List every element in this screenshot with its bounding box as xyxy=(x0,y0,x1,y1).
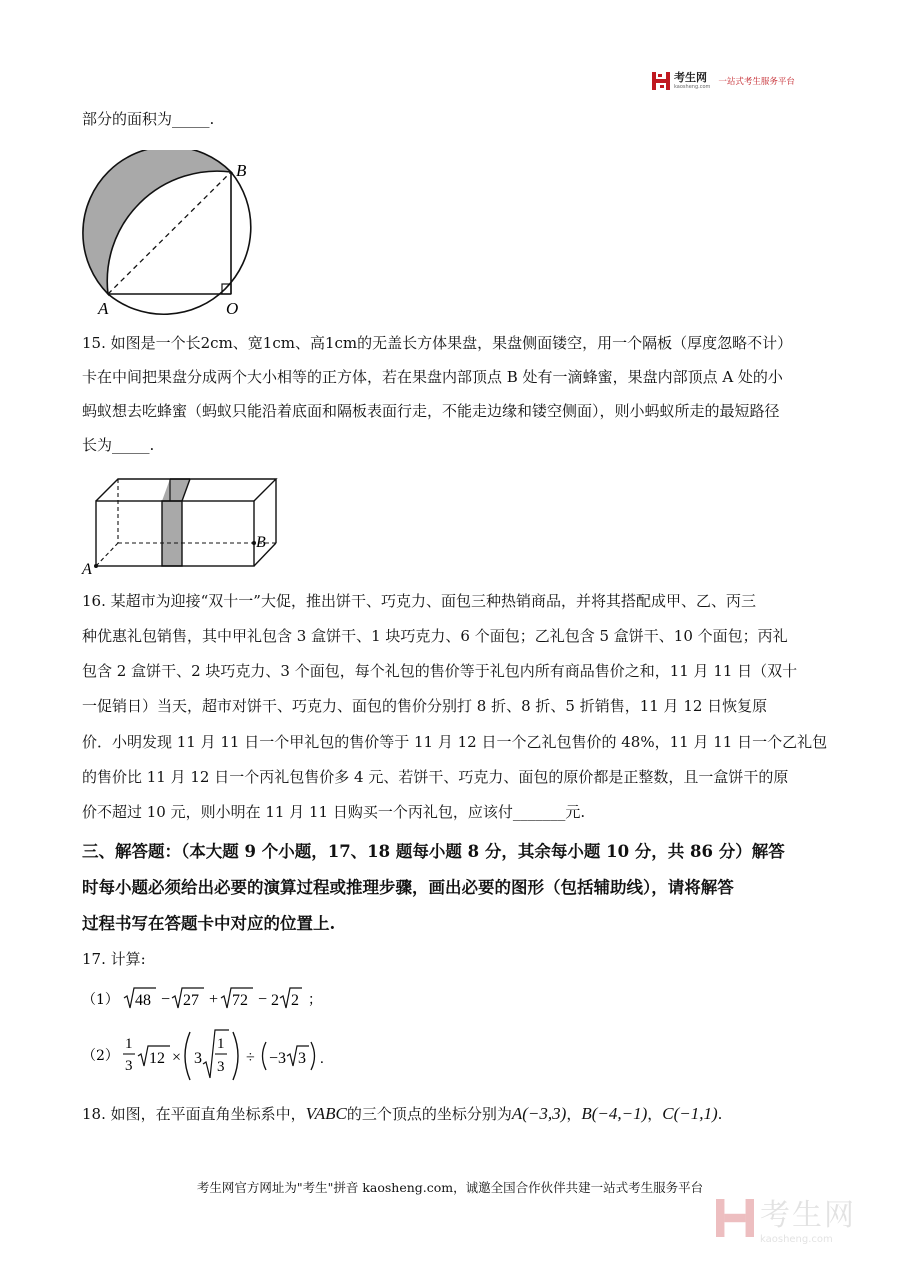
q15-partition xyxy=(162,501,182,566)
watermark-logo-icon xyxy=(716,1199,754,1237)
q17-title: 17. 计算: xyxy=(82,950,146,968)
q18-sep-2: ， xyxy=(647,1105,663,1123)
q18-sep-1: ， xyxy=(566,1105,582,1123)
q14-label-a: A xyxy=(98,299,109,318)
watermark xyxy=(716,1190,856,1245)
watermark-subtext: kaosheng.com xyxy=(760,1234,833,1245)
section3-line-1: 三、解答题：（本大题 9 个小题，17、18 题每小题 8 分，其余每小题 10 分，共 86 分）解答 xyxy=(82,842,785,861)
q16-line-5: 价．小明发现 11 月 11 日一个甲礼包的售价等于 11 月 12 日一个乙礼包售价的 48%，11 月 11 日一个乙礼包 xyxy=(82,733,828,751)
q15-line-1: 15. 如图是一个长2cm、宽1cm、高1cm的无盖长方体果盘，果盘侧面镂空，用一个隔板（厚度忽略不计） xyxy=(82,334,793,352)
q15-line-3: 蚂蚁想去吃蜂蜜（蚂蚁只能沿着底面和隔板表面行走，不能走边缘和镂空侧面），则小蚂蚁所走的最短路径 xyxy=(82,402,780,420)
q17-times: × xyxy=(172,1049,182,1066)
q17-plus: + xyxy=(209,991,219,1008)
q15-line-2: 卡在中间把果盘分成两个大小相等的正方体，若在果盘内部顶点 B 处有一滴蜂蜜，果盘内部顶点 A 处的小 xyxy=(82,368,783,386)
q18-point-b: B(−4,−1) xyxy=(581,1104,648,1123)
logo-text: 考生网 xyxy=(674,71,707,84)
q15-line-4: 长为_____. xyxy=(82,436,155,454)
q14-shaded-region xyxy=(83,150,231,294)
watermark-text: 考生网 xyxy=(760,1198,856,1233)
q17-coef-neg3: −3 xyxy=(269,1050,287,1067)
q17-paren-left-1 xyxy=(185,1032,190,1080)
q17-term-72: 72 xyxy=(232,992,248,1009)
q17-part1-expression xyxy=(82,982,342,1016)
q17-paren-left-2 xyxy=(263,1042,267,1070)
q17-frac-den: 3 xyxy=(125,1058,133,1074)
q18-triangle: VABC xyxy=(305,1104,347,1123)
q18-text: 18. 如图，在平面直角坐标系中， xyxy=(82,1105,306,1123)
section3-line-2: 时每小题必须给出必要的演算过程或推理步骤，画出必要的图形（包括辅助线），请将解答 xyxy=(82,878,734,897)
q14-label-o: O xyxy=(226,299,239,318)
q15-label-b: B xyxy=(256,534,266,551)
q16-line-6: 的售价比 11 月 12 日一个丙礼包售价多 4 元、若饼干、巧克力、面包的原价都是正整数，且一盒饼干的原 xyxy=(82,768,789,786)
q14-label-b: B xyxy=(236,161,247,180)
q15-point-a xyxy=(94,564,98,568)
q17-inner-num: 1 xyxy=(217,1036,225,1052)
q17-coef-2: 2 xyxy=(271,992,279,1009)
q16-line-2: 种优惠礼包销售，其中甲礼包含 3 盒饼干、1 块巧克力、6 个面包；乙礼包含 5 盒饼干、10 个面包；丙礼 xyxy=(82,627,788,645)
q15-figure xyxy=(76,470,286,580)
q18-line xyxy=(82,1103,722,1124)
q18-point-c: C(−1,1) xyxy=(662,1104,718,1123)
q17-frac-num: 1 xyxy=(125,1036,133,1052)
q17-r1: 12 xyxy=(149,1050,165,1067)
header-logo xyxy=(652,72,795,90)
q17-term-48: 48 xyxy=(135,992,151,1009)
q17-divide: ÷ xyxy=(246,1049,255,1066)
q17-coef-3: 3 xyxy=(194,1050,202,1067)
q17-r2: 3 xyxy=(298,1050,306,1067)
q16-line-1: 16. 某超市为迎接“双十一”大促，推出饼干、巧克力、面包三种热销商品，并将其搭配成甲、乙、丙三 xyxy=(82,592,756,610)
q18-point-a: A(−3,3) xyxy=(511,1104,567,1123)
logo-subtext: kaosheng.com xyxy=(674,84,711,90)
q17-part1-end: ； xyxy=(308,992,322,1008)
q17-term-27: 27 xyxy=(183,992,199,1009)
q16-line-3: 包含 2 盒饼干、2 块巧克力、3 个面包，每个礼包的售价等于礼包内所有商品售价之和，11 月 11 日（双十 xyxy=(82,662,798,680)
q16-line-4: 一促销日）当天，超市对饼干、巧克力、面包的售价分别打 8 折、8 折、5 折销售，11 月 12 日恢复原 xyxy=(82,697,768,715)
q14-figure xyxy=(76,150,276,320)
q17-minus-2: − xyxy=(258,991,268,1008)
q17-paren-right-1 xyxy=(233,1032,238,1080)
q17-part2-label: （2） xyxy=(82,1048,119,1064)
q16-line-7: 价不超过 10 元，则小明在 11 月 11 日购买一个丙礼包，应该付_______元. xyxy=(82,803,586,821)
q17-part2-expression xyxy=(82,1024,342,1088)
kaosheng-logo-icon xyxy=(652,72,670,90)
section3-line-3: 过程书写在答题卡中对应的位置上. xyxy=(82,914,336,933)
q15-label-a: A xyxy=(82,561,92,578)
q17-part1-label: （1） xyxy=(82,992,119,1008)
footer-text: 考生网官方网址为"考生"拼音 kaosheng.com，诚邀全国合作伙伴共建一站式考生服务平台 xyxy=(196,1180,704,1195)
q17-minus: − xyxy=(161,991,171,1008)
q18-text-2: 的三个顶点的坐标分别为 xyxy=(346,1105,512,1123)
header-slogan: 一站式考生服务平台 xyxy=(718,77,795,87)
q18-end: . xyxy=(717,1105,723,1123)
q17-part2-end: . xyxy=(320,1051,324,1067)
q14-right-angle xyxy=(222,284,231,294)
q15-hidden-left-bottom xyxy=(96,543,118,566)
q17-term-2: 2 xyxy=(291,992,299,1009)
q17-inner-den: 3 xyxy=(217,1059,225,1075)
q17-paren-right-2 xyxy=(311,1042,315,1070)
q14-tail: 部分的面积为_____. xyxy=(82,110,215,128)
